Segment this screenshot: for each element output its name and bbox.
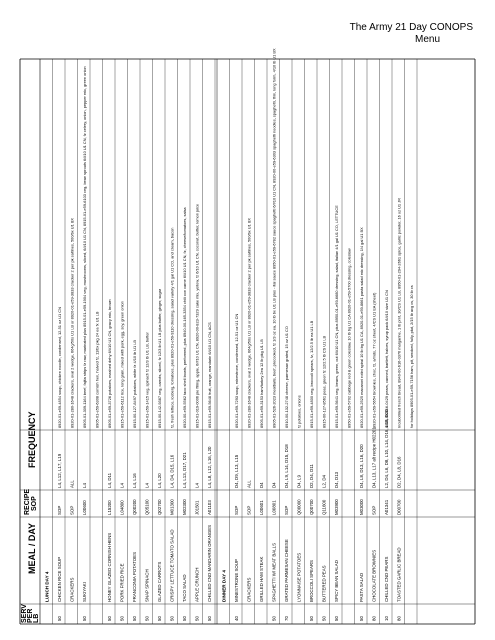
serving-per-lb: 50 bbox=[157, 616, 162, 621]
ingredient-description: 8915-01-019-0006 pie filling, apple, 6/#10 U1 CN, 8920-00-823-7329 cake mix, yellow, fz 6/10 U1 CN, coconut, butter, lemon juice bbox=[194, 203, 200, 428]
recipe-code: SOP bbox=[234, 505, 239, 515]
meal-name: HONEY GLAZED CORNISH HENS bbox=[107, 532, 112, 602]
frequency: L4, L12, L17, L19 bbox=[57, 453, 62, 488]
meal-name: LYONNAISE POTATOES bbox=[296, 552, 302, 602]
ingredient-description: 8920-01-280-1648 crackers, oval 2 wedge, 664g/50s U1 LB or 8920-01-e59-3833 cracker 2 per pk saltines, 500/bx U1 BX bbox=[246, 217, 252, 428]
serving-per-lb: 50 bbox=[57, 616, 62, 621]
serving-per-lb: 10 bbox=[384, 616, 389, 621]
recipe-code: SOP bbox=[69, 505, 75, 515]
header-serv: SERV bbox=[21, 604, 28, 623]
ingredient-description: 8920-00-e59-5562 taco shell bowls, preformed, plus 8940-00-165-3354 chili con carne 6/#10 U1 CN, fz, cheese/tomatoes, salsa bbox=[182, 207, 187, 428]
recipe-code: D00700 bbox=[396, 499, 402, 515]
recipe-code: SOP bbox=[284, 505, 289, 515]
frequency: D4, L8, D13, L16, D20 bbox=[359, 444, 364, 488]
ingredient-description: fz potatoes, onions bbox=[296, 395, 302, 428]
ingredient-description: 8915-01-e59-6112 rice, long grain, mixed with pork, egg, soy, green onion bbox=[119, 301, 125, 428]
recipe-code: SOP bbox=[371, 505, 377, 515]
meal-name: APPLE CRUNCH bbox=[194, 567, 200, 602]
serving-per-lb: 50 bbox=[169, 616, 175, 621]
ingredient-description: 8950-01-e59-5702 cabbage red & green coleslaw, 10 lb bg U1 CA 8920-01-e59-5700 dressing, coleslaw bbox=[346, 248, 352, 428]
recipe-code: M03000 bbox=[359, 499, 364, 515]
frequency: L2, D4 bbox=[321, 475, 327, 488]
serving-per-lb: 50 bbox=[309, 616, 314, 621]
frequency: D4, L9 bbox=[296, 475, 302, 488]
serving-per-lb: 50 bbox=[334, 616, 339, 621]
recipe-code: L04800 bbox=[119, 500, 125, 515]
frequency: D4 bbox=[259, 482, 264, 488]
ingredient-description: Incubotriled french bread, 8940-00-616-0376 margarine, 1 lb prnt, 30/CS U1 LB, 8950-01-294-2661 spice, garlic powder, 16 oz U1 JR bbox=[396, 198, 402, 428]
frequency: D4, L9, L14, D15, D18 bbox=[284, 444, 289, 488]
frequency: L4 bbox=[82, 483, 87, 488]
meal-name: TACO SALAD bbox=[182, 574, 187, 602]
ingredient-description: 8915-01-e59-1415 veg, spinach fz 12/3 lb U1 LB, butter bbox=[144, 332, 150, 428]
meal-name: SUKIYAKI bbox=[82, 582, 87, 602]
meal-name: CRISPY LETTUCE TOMATO SALAD bbox=[169, 529, 175, 602]
header-meal: MEAL / DAY bbox=[27, 522, 37, 574]
meal-name: CHILLED CND MANDARIN ORANGES bbox=[207, 524, 212, 602]
meal-name: SPICY BEAN SALAD bbox=[334, 560, 339, 602]
recipe-code: Q11600 bbox=[321, 499, 327, 515]
ingredient-description: 8920-01-280-1648 crackers, oval 2 wedge, 664g/50s U1 LB or 8920-01-e59-3833 cracker 2 per pk saltines, 500/bx U1 BX bbox=[69, 217, 75, 428]
section-label: DINNER DAY 4 bbox=[221, 570, 227, 602]
ingredient-description: 8915-00-616-0429 pears, canned, bartlett, halves, syrup pack 6/#10 size U1 CN bbox=[384, 290, 389, 428]
frequency: ALL bbox=[69, 480, 75, 488]
ingredient-description: 8915-01-e59-5641 veg, beans, green, cut 6/#10 U1 CN, plus 8950-01-e59-6680 dressing, salad, italian 4/1 gal U1 CO, LETTUCE bbox=[334, 205, 339, 428]
frequency: L4, D4, D15, L16 bbox=[169, 454, 175, 488]
meal-name: CRACKERS bbox=[246, 577, 252, 602]
ingredient-description: 8915-00-142-9387 veg, carrots, sliced, fz 12/3 lb U1 LB plus butter, ginger, sugar bbox=[157, 288, 162, 428]
frequency: D2, D4, L8, D16 bbox=[396, 456, 402, 488]
frequency: L4, L8, L12, L16, L20 bbox=[207, 446, 212, 488]
meal-name: TOASTED GARLIC BREAD bbox=[396, 547, 402, 602]
serving-per-lb: 50 bbox=[107, 616, 112, 621]
recipe-code: J01501 bbox=[194, 500, 200, 515]
meal-name: CHOCOLATE BROWNIES bbox=[371, 549, 377, 602]
ingredient-description: 8915-00-127-8561 peas, green fz 12/2.5 lb CS U1 LB bbox=[321, 335, 327, 428]
meal-name: CRACKERS bbox=[69, 577, 75, 602]
frequency: L4, L13, D17, D21 bbox=[182, 452, 187, 488]
recipe-code: L15200 bbox=[107, 500, 112, 515]
ingredient-description: fz, fresh lettuce, iceberg, tomatoes, plus 8920-01-e59-9110 dressing, salad variety 4/1 gal U1 CO, and cream, bacon bbox=[169, 227, 175, 428]
ingredient-description: 8920-01-e59-4854 soup, chicken noodle, condensed, 12-51 oz U1 CN bbox=[57, 307, 62, 428]
serving-per-lb: 80 bbox=[396, 616, 402, 621]
ingredient-description: 8915-01-e59-5648 fruit, orange, mandarin 6/#10 U1 CN, ACS bbox=[207, 322, 212, 428]
frequency: L4 bbox=[144, 483, 150, 488]
page-title: The Army 21 Day CONOPS bbox=[349, 22, 473, 33]
serving-per-lb: 50 bbox=[119, 616, 125, 621]
serving-per-lb: 50 bbox=[321, 616, 327, 621]
meal-name: GRILLED HAM STEAK bbox=[259, 556, 264, 602]
meal-name: FRANCONIA POTATOES bbox=[132, 551, 137, 602]
meal-name: PORK FRIED RICE bbox=[119, 563, 125, 602]
recipe-code: L00600 bbox=[82, 500, 87, 515]
frequency: D2, D4, D11 bbox=[309, 464, 314, 488]
frequency: L4, L16 bbox=[132, 473, 137, 488]
recipe-code: Q00700 bbox=[309, 499, 314, 515]
ingredient-description: 8920-01-e59-2525 macaroni rotini spiral 10 lb bg U1 CA, 8920-01-e59-8661 pasta salad mix dressing, 1/4 gal U1 BX bbox=[359, 227, 364, 428]
recipe-code: SOP bbox=[246, 505, 252, 515]
frequency: D4, D13 bbox=[334, 471, 339, 488]
serving-per-lb: 50 bbox=[132, 616, 137, 621]
frequency: D4, D9, L13, L15 bbox=[234, 454, 239, 488]
recipe-code: M03900 bbox=[334, 499, 339, 515]
serving-per-lb: 50 bbox=[359, 616, 364, 621]
frequency: L4, L20 bbox=[157, 473, 162, 488]
recipe-code: M02300 bbox=[182, 499, 187, 515]
recipe-code: Q00000 bbox=[296, 499, 302, 515]
recipe-code: L00801 bbox=[271, 500, 277, 515]
serving-per-lb: 50 bbox=[82, 616, 87, 621]
serving-per-lb: 80 bbox=[371, 616, 377, 621]
header-sop: SOP bbox=[31, 496, 38, 511]
meal-name: GLAZED CARROTS bbox=[157, 561, 162, 602]
recipe-code: A01103 bbox=[207, 500, 212, 515]
ingredient-description: 8910-00-132-2748 cheese, parmesan grated, 15 oz U1 CO bbox=[284, 326, 289, 428]
recipe-code: M01300 bbox=[169, 499, 175, 515]
header-per: PER bbox=[27, 608, 34, 623]
serving-per-lb: 70 bbox=[284, 616, 289, 621]
serving-per-lb: 50 bbox=[194, 616, 200, 621]
header-lb: LB bbox=[33, 613, 40, 623]
section-label: LUNCH DAY 4 bbox=[44, 571, 50, 602]
frequency: L4 bbox=[119, 483, 125, 488]
ingredient-description: 8905-01-526-2023 meatballs, beef, precooked, fz 1/3 oz ea, 10 lb bx U1 LB plus - ital sauce 8950-01-e59-6782 sauce spaghetti 6/#10 U1 CN, 8920-00-e59-6303 spaghetti noodles, spaghetti, thin, long form, 4/10 lb U1 BX bbox=[271, 48, 277, 428]
ingredient-description: 8920-01-e59-5654 brownies, choc, fz, a/mds, 77 oz sheet, 4/CS U1 EA (sheet) bbox=[371, 292, 377, 428]
serving-per-lb: 50 bbox=[144, 616, 150, 621]
ingredient-description: 8905-01-e59-3153 ham/turkey 2ea 12 lb pkg U1 LB bbox=[259, 339, 264, 428]
header-frequency: FREQUENCY bbox=[27, 411, 37, 468]
meal-name: BROCCOLI SPEARS bbox=[309, 560, 314, 602]
ingredient-description: 8915-00-127-8497 potatoes, white fz 4/10 lb U1 LB bbox=[132, 339, 137, 428]
frequency: D4 bbox=[271, 482, 277, 488]
meal-name: SNAP SPINACH bbox=[144, 569, 150, 602]
meal-name: CHILLED CND PEARS bbox=[384, 556, 389, 602]
frequency: ALL bbox=[246, 480, 252, 488]
recipe-code: L00601 bbox=[259, 500, 264, 515]
recipe-code: Q02700 bbox=[157, 499, 162, 515]
recipe-code: A01341 bbox=[384, 499, 389, 515]
ingredient-description: 8920-01-e59-7293 soup, minestrone, condensed, 12-51 oz U1 CN bbox=[234, 313, 239, 428]
meal-name: CHICKEN RICE SOUP bbox=[57, 556, 62, 602]
ingredient-description: 8905-01-e59-3726 potatoes, mashed dehy 6/#10 U1 CN, gravy mix, brown bbox=[107, 299, 112, 428]
ingredient-description: 8905-01-e59-6308 cornish hen, halved fz, 11/bx pkg 24 ea fx U1 LB bbox=[94, 311, 100, 428]
ingredient-description: 8905-01-309-1164 beef, fajita strips fz raw, marinated plus 8915-01-e59-1904 veg, mushrooms, sliced, 6/#10 U1 CN, 8915-01-e59-6103 veg, bean sprouts 6/#10 U1 CN, fz celery, onion, pepper mix, green onion bbox=[82, 66, 87, 428]
header-recipe: RECIPE bbox=[24, 488, 31, 515]
frequency: L4 bbox=[194, 483, 200, 488]
meal-name: BUTTERED PEAS bbox=[321, 565, 327, 602]
ingredient-description: for holidays 8905-01-e59-7156 ham, pit, smoked, fully, pkd, 2/15 lb avg cs, 30 lb cs bbox=[409, 285, 414, 428]
serving-per-lb: 40 bbox=[234, 616, 239, 621]
frequency: L2, D4, L6, D8, L10, L14, D16, L18, D20 bbox=[384, 409, 389, 488]
serving-per-lb: 50 bbox=[207, 616, 212, 621]
recipe-code: Q00200 bbox=[132, 499, 137, 515]
recipe-code: Q05100 bbox=[144, 499, 150, 515]
ingredient-description: 8915-01-e59-4800 veg, broccoli spears, fz, 12/2.5 lb ea U1 LB bbox=[309, 320, 314, 428]
meal-name: PASTA SALAD bbox=[359, 572, 364, 602]
serving-per-lb: 50 bbox=[182, 616, 187, 621]
page-subtitle: Menu bbox=[414, 34, 440, 45]
frequency: D4, L13, L17 alt recipe H02201 bbox=[371, 427, 377, 488]
serving-per-lb: 50 bbox=[271, 616, 277, 621]
recipe-code: SOP bbox=[57, 505, 62, 515]
meal-name: MINESTRONE SOUP bbox=[234, 559, 239, 602]
meal-name: SPAGHETTI W/ MEAT BALLS bbox=[271, 542, 277, 602]
frequency: L4, D11 bbox=[107, 472, 112, 488]
meal-name: GRATED PARMESAN CHEESE bbox=[284, 539, 289, 602]
